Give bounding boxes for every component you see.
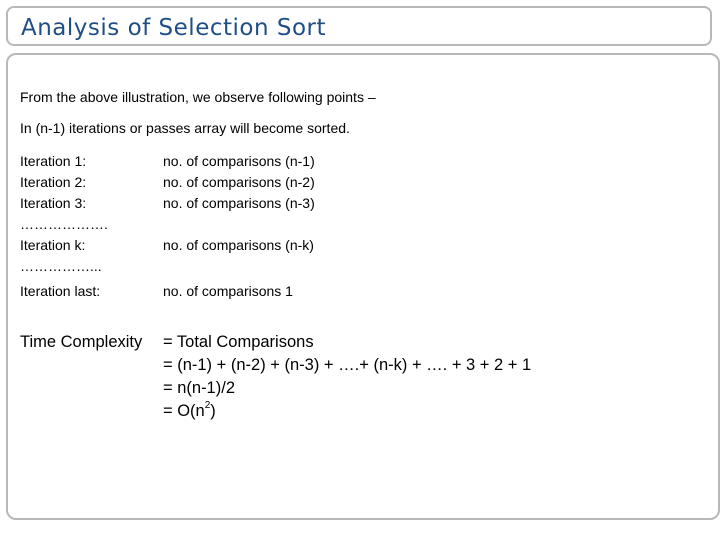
big-o-line: [163, 400, 216, 423]
iteration-label: Iteration 2:: [20, 174, 87, 190]
complexity-line: = (n-1) + (n-2) + (n-3) + ….+ (n-k) + …. + 3 + 2 + 1: [163, 356, 532, 374]
complexity-line: = n(n-1)/2: [163, 379, 235, 397]
title-bar: [6, 6, 712, 46]
iteration-value: no. of comparisons 1: [163, 283, 293, 299]
big-o-prefix: = O(n: [163, 402, 205, 420]
time-complexity-label: Time Complexity: [20, 333, 143, 351]
passes-note: In (n-1) iterations or passes array will become sorted.: [20, 120, 350, 136]
big-o-suffix: ): [210, 402, 216, 420]
iteration-value: no. of comparisons (n-2): [163, 174, 315, 190]
intro-text: From the above illustration, we observe following points –: [20, 89, 376, 105]
iteration-ellipsis: ……………….: [20, 216, 108, 232]
iteration-label: Iteration 3:: [20, 195, 87, 211]
iteration-value: no. of comparisons (n-k): [163, 237, 314, 253]
iteration-ellipsis: ……………...: [20, 258, 102, 274]
iteration-value: no. of comparisons (n-3): [163, 195, 315, 211]
iteration-value: no. of comparisons (n-1): [163, 153, 315, 169]
slide-title: Analysis of Selection Sort: [21, 15, 327, 41]
iteration-label: Iteration 1:: [20, 153, 87, 169]
complexity-line: = Total Comparisons: [163, 333, 314, 351]
iteration-label: Iteration k:: [20, 237, 86, 253]
big-o-exponent: 2: [204, 399, 211, 411]
iteration-label: Iteration last:: [20, 283, 101, 299]
